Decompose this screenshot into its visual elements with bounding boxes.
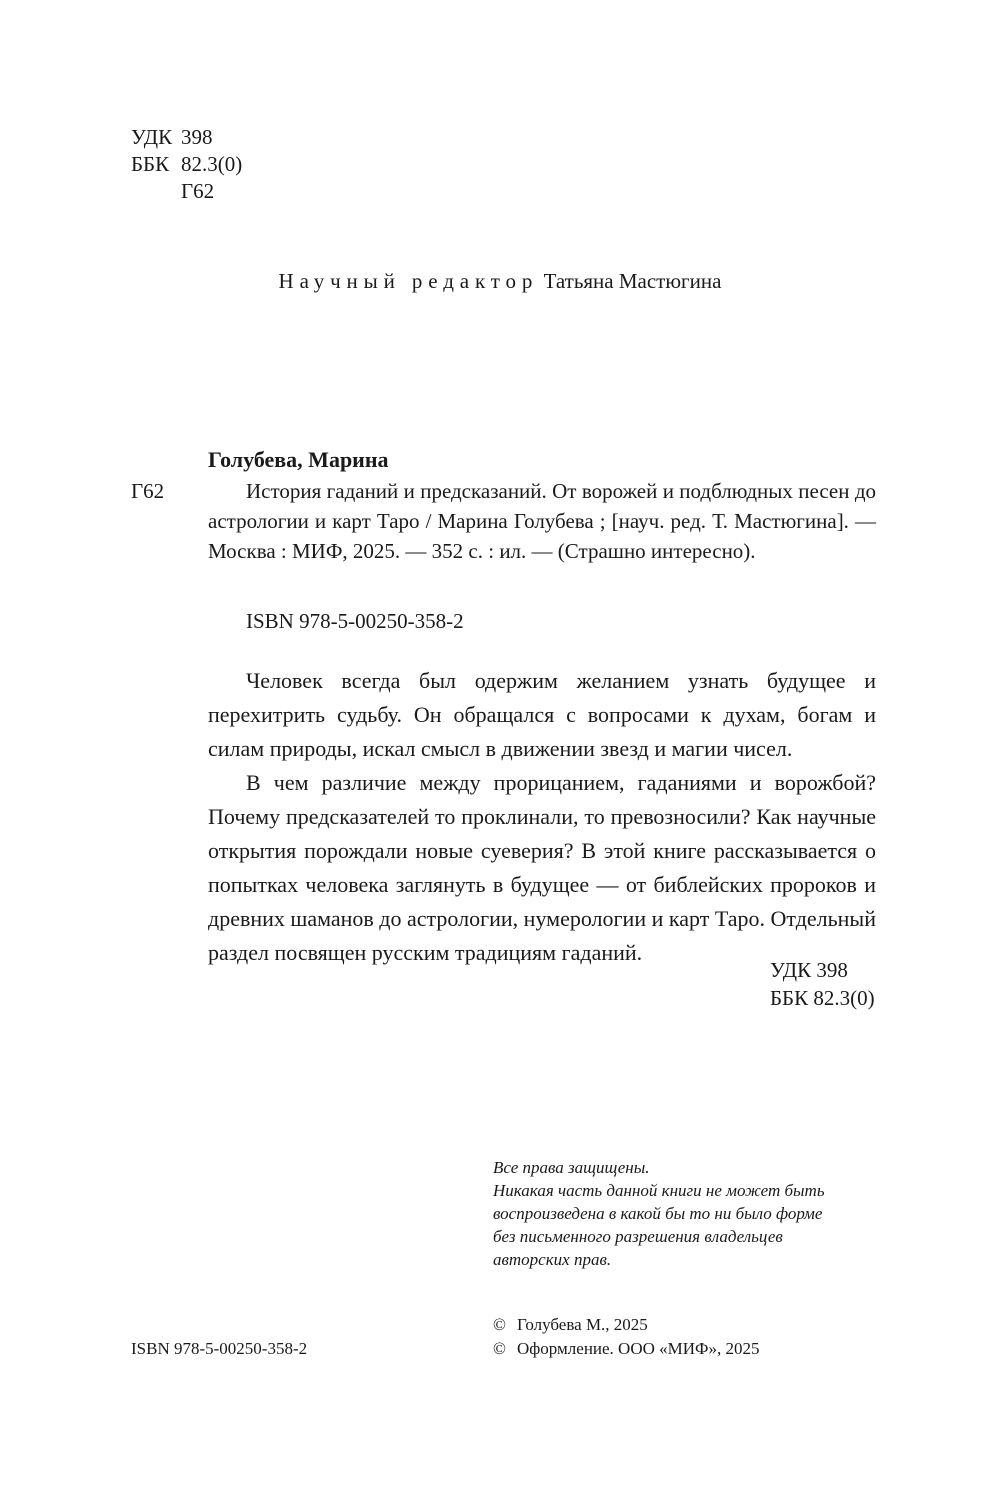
rights-line: Никакая часть данной книги не может быть [493,1181,825,1200]
udk-label: УДК [131,125,173,149]
copyright-line [493,1313,759,1337]
isbn-footer: ISBN 978-5-00250-358-2 [131,1339,308,1358]
rights-line: воспроизведена в какой бы то ни было форме [493,1204,823,1223]
bbk-value: 82.3(0) [181,152,243,176]
udk-value: 398 [181,125,213,149]
annotation-bbk: ББК 82.3(0) [770,986,875,1010]
copyright-symbol: © [493,1315,506,1334]
annotation-udk: УДК 398 [770,958,848,982]
bbk-row [131,151,242,178]
copyright-design: Оформление. ООО «МИФ», 2025 [517,1339,760,1358]
bibliographic-description [208,476,876,566]
classification-block [131,124,242,205]
author-heading: Голубева, Марина [208,447,389,472]
udk-row [131,124,242,151]
rights-line: без письменного разрешения владельцев [493,1227,783,1246]
annotation-paragraph: Человек всегда был одержим желанием узнать будущее и перехитрить судьбу. Он обращался с вопросами к духам, богам и силам природы, искал смысл в движении звезд и магии чисел. [208,668,876,761]
copyright-author: Голубева М., 2025 [517,1315,648,1334]
annotation [208,664,876,970]
copyright-line [493,1337,759,1361]
author-code: Г62 [131,479,165,503]
isbn-main: ISBN 978-5-00250-358-2 [246,609,464,633]
scientific-editor [0,268,1000,295]
annotation-paragraph: В чем различие между прорицанием, гаданиями и ворожбой? Почему предсказателей то проклинали, то превозносили? Как научные открытия порождали новые суеверия? В этой книге рассказывается о попытках человека заглянуть в будущее — от библейских пророков и древних шаманов до астрологии, нумерологии и карт Таро. Отдельный раздел посвящен русским традициям гаданий. [208,770,876,965]
copyright-block [493,1313,759,1361]
bbk-label: ББК [131,152,170,176]
rights-notice [493,1156,825,1271]
description-text: История гаданий и предсказаний. От ворожей и подблюдных песен до астрологии и карт Таро / Марина Голубева ; [науч. ред. Т. Мастюгина]. — Москва : МИФ, 2025. — 352 с. : ил. — (Страшно интересно). [208,479,876,563]
annotation-classification [770,956,875,1012]
rights-line: авторских прав. [493,1250,612,1269]
rights-line: Все права защищены. [493,1158,650,1177]
author-mark: Г62 [181,179,215,203]
editor-role: Научный редактор [278,269,539,293]
copyright-symbol: © [493,1339,506,1358]
editor-name: Татьяна Мастюгина [543,269,722,293]
